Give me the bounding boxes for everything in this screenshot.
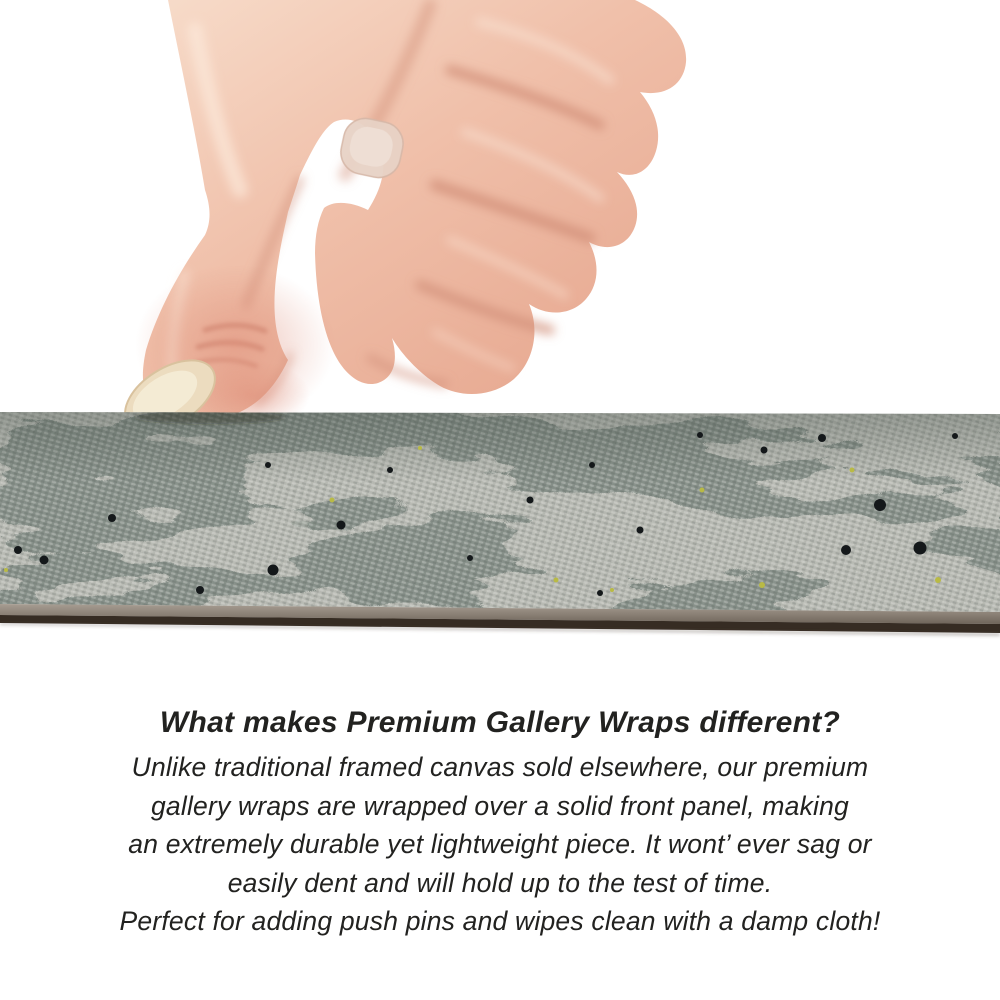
- info-line: an extremely durable yet lightweight piece. It wont’ ever sag or: [128, 829, 872, 859]
- canvas-texture: [0, 408, 1000, 618]
- info-line: Perfect for adding push pins and wipes clean with a damp cloth!: [119, 906, 881, 936]
- info-heading: What makes Premium Gallery Wraps different?: [159, 706, 841, 739]
- canvas-strip: [0, 408, 1000, 646]
- hand-photo: [0, 0, 720, 432]
- thumb-contact-shadow: [135, 410, 285, 424]
- info-line: Unlike traditional framed canvas sold elsewhere, our premium: [131, 752, 869, 782]
- info-line: gallery wraps are wrapped over a solid front panel, making: [150, 790, 849, 821]
- info-section: [0, 702, 1000, 941]
- info-line: easily dent and will hold up to the test of time.: [227, 867, 773, 898]
